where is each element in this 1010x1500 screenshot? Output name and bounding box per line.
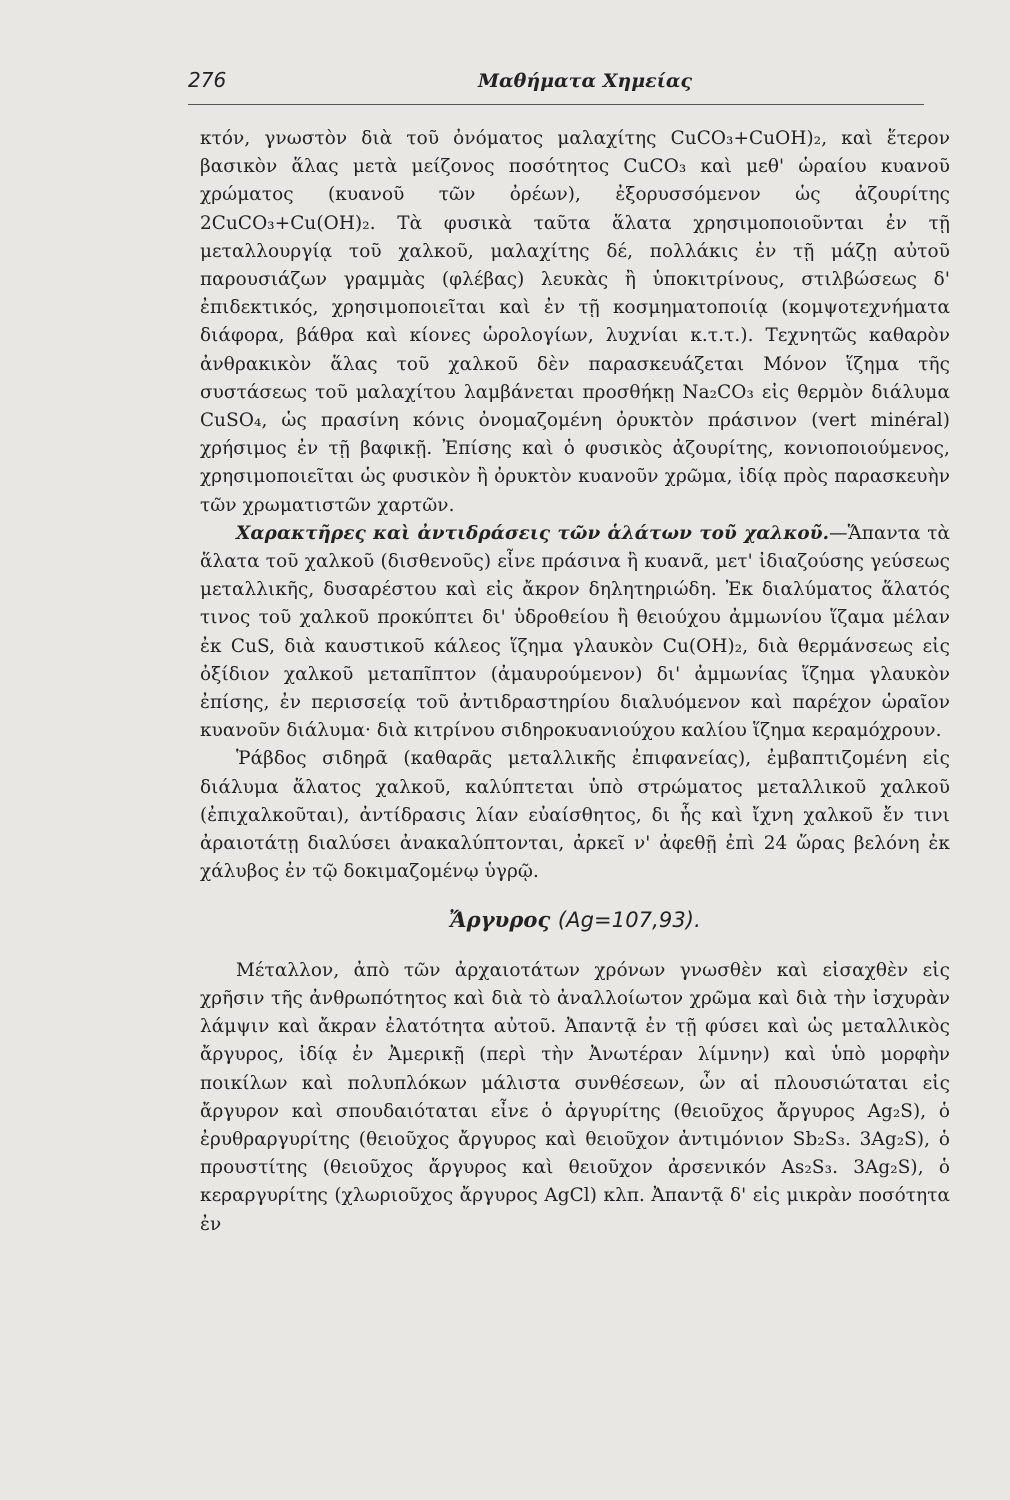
page-header — [188, 68, 924, 105]
page-number: 276 — [188, 68, 227, 92]
paragraph-copper-reactions — [200, 520, 950, 746]
paragraph-iron-rod: Ῥάβδος σιδηρᾶ (καθαρᾶς μεταλλικῆς ἐπιφανείας), ἐμβαπτιζομένη εἰς διάλυμα ἅλατος χαλκοῦ, καλύπτεται ὑπὸ στρώματος μεταλλικοῦ χαλκοῦ (ἐπιχαλκοῦται), ἀντίδρασις λίαν εὐαίσθητος, δι ἧς καὶ ἴχνη χαλκοῦ ἔν τινι ἀραιοτάτῃ διαλύσει ἀνακαλύπτονται, ἀρκεῖ ν' ἀφεθῇ ἐπὶ 24 ὥρας βελόνη ἐκ χάλυβος ἐν τῷ δοκιμαζομένῳ ὑγρῷ. — [200, 748, 950, 883]
paragraph-body: —Ἅπαντα τὰ ἅλατα τοῦ χαλκοῦ (δισθενοῦς) εἶνε πράσινα ἢ κυανᾶ, μετ' ἰδιαζούσης γεύσεως μεταλλικῆς, δυσαρέστου καὶ εἰς ἄκρον δηλητηριώδη. Ἐκ διαλύματος ἅλατός τινος τοῦ χαλκοῦ προκύπτει δι' ὑδροθείου ἢ θειούχου ἀμμωνίου ἵζαμα μέλαν ἐκ CuS, διὰ καυστικοῦ κάλεος ἵζημα γλαυκὸν Cu(OH)₂, διὰ θερμάνσεως εἰς ὀξίδιον χαλκοῦ μεταπῖπτον (ἀμαυρούμενον) δι' ἀμμωνίας ἵζημα γλαυκὸν ἐπίσης, ἐν περισσείᾳ τοῦ ἀντιδραστηρίου διαλυόμενον καὶ παρέχον ὡραῖον κυανοῦν διάλυμα· διὰ κιτρίνου σιδηροκυανιούχου καλίου ἵζημα κεραμόχρουν. — [200, 522, 950, 742]
paragraph-silver: Μέταλλον, ἀπὸ τῶν ἀρχαιοτάτων χρόνων γνωσθὲν καὶ εἰσαχθὲν εἰς χρῆσιν τῆς ἀνθρωπότητος καὶ διὰ τὸ ἀναλλοίωτον χρῶμα καὶ διὰ τὴν ἰσχυρὰν λάμψιν καὶ ἄκραν ἐλατότητα αὐτοῦ. Ἀπαντᾷ ἐν τῇ φύσει καὶ ὡς μεταλλικὸς ἄργυρος, ἰδίᾳ ἐν Ἀμερικῇ (περὶ τὴν Ἀνωτέραν λίμνην) καὶ ὑπὸ μορφὴν ποικίλων καὶ πολυπλόκων μάλιστα συνθέσεων, ὧν αἱ πλουσιώταται εἰς ἄργυρον καὶ σπουδαιόταται εἶνε ὁ ἀργυρίτης (θειοῦχος ἄργυρος Ag₂S), ὁ ἐρυθραργυρίτης (θειοῦχος ἄργυρος καὶ θειοῦχον ἀντιμόνιον Sb₂S₃. 3Ag₂S), ὁ προυστίτης (θειοῦχος ἄργυρος καὶ θειοῦχον ἀρσενικόν As₂S₃. 3Ag₂S), ὁ κεραργυρίτης (χλωριοῦχος ἄργυρος AgCl) κλπ. Ἀπαντᾷ δ' εἰς μικρὰν ποσότητα ἐν — [200, 959, 950, 1235]
section-heading-silver — [200, 906, 950, 934]
page-body — [200, 125, 950, 1239]
section-title: Ἄργυρος — [449, 907, 551, 933]
paragraph-malachite: κτόν, γνωστὸν διὰ τοῦ ὀνόματος μαλαχίτης CuCO₃+CuOH)₂, καὶ ἕτερον βασικὸν ἅλας μετὰ μείζονος ποσότητος CuCO₃ καὶ μεθ' ὡραίου κυανοῦ χρώματος (κυανοῦ τῶν ὀρέων), ἐξορυσσόμενον ὡς ἀζουρίτης 2CuCO₃+Cu(OH)₂. Τὰ φυσικὰ ταῦτα ἅλατα χρησιμοποιοῦνται ἐν τῇ μεταλλουργίᾳ τοῦ χαλκοῦ, μαλαχίτης δέ, πολλάκις ἐν τῇ μάζῃ αὐτοῦ παρουσιάζων γραμμὰς (φλέβας) λευκὰς ἢ ὑποκιτρίνους, στιλβώσεως δ' ἐπιδεκτικός, χρησιμοποιεῖται καὶ ἐν τῇ κοσμηματοποιίᾳ (κομψοτεχνήματα διάφορα, βάθρα καὶ κίονες ὡρολογίων, λυχνίαι κ.τ.τ.). Τεχνητῶς καθαρὸν ἀνθρακικὸν ἅλας τοῦ χαλκοῦ δὲν παρασκευάζεται Μόνον ἵζημα τῆς συστάσεως τοῦ μαλαχίτου λαμβάνεται προσθήκῃ Na₂CO₃ εἰς θερμὸν διάλυμα CuSO₄, ὡς πρασίνη κόνις ὀνομαζομένη ὀρυκτὸν πράσινον (vert minéral) χρήσιμος ἐν τῇ βαφικῇ. Ἐπίσης καὶ ὁ φυσικὸς ἀζουρίτης, κονιοποιούμενος, χρησιμοποιεῖται ὡς φυσικὸν ἢ ὀρυκτὸν κυανοῦν χρῶμα, ἰδίᾳ πρὸς παρασκευὴν τῶν χρωματιστῶν χαρτῶν. — [200, 128, 950, 516]
paragraph-lead-heading: Χαρακτῆρες καὶ ἀντιδράσεις τῶν ἁλάτων τοῦ χαλκοῦ. — [236, 522, 830, 544]
running-title: Μαθήματα Χημείας — [478, 70, 693, 92]
section-formula: (Ag=107,93). — [557, 908, 701, 933]
